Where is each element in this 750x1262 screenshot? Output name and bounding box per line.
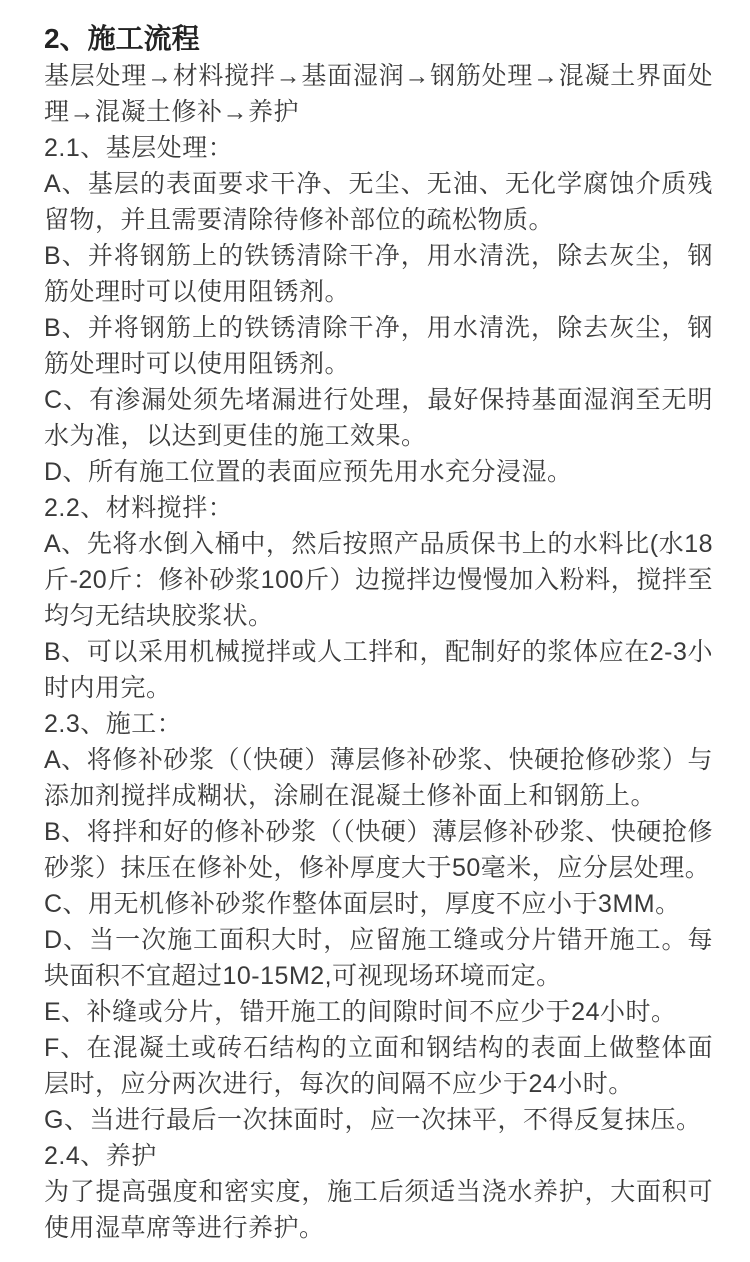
paragraph: 为了提高强度和密实度，施工后须适当浇水养护，大面积可使用湿草席等进行养护。 <box>44 1178 713 1242</box>
document-body <box>44 58 713 1246</box>
paragraph: C、有渗漏处须先堵漏进行处理，最好保持基面湿润至无明水为准，以达到更佳的施工效果。 <box>44 386 713 450</box>
paragraph: A、先将水倒入桶中，然后按照产品质保书上的水料比(水18斤-20斤：修补砂浆100斤）边搅拌边慢慢加入粉料，搅拌至均匀无结块胶浆状。 <box>44 530 713 630</box>
section-title: 2、施工流程 <box>44 23 200 54</box>
section-heading: 2.4、养护 <box>44 1142 157 1170</box>
paragraph: F、在混凝土或砖石结构的立面和钢结构的表面上做整体面层时，应分两次进行，每次的间隔不应少于24小时。 <box>44 1034 713 1098</box>
paragraph: G、当进行最后一次抹面时，应一次抹平，不得反复抹压。 <box>44 1106 702 1134</box>
paragraph: E、补缝或分片，错开施工的间隙时间不应少于24小时。 <box>44 998 677 1026</box>
section-heading: 2.2、材料搅拌： <box>44 494 234 522</box>
paragraph: B、可以采用机械搅拌或人工拌和，配制好的浆体应在2-3小时内用完。 <box>44 638 713 702</box>
paragraph: B、将拌和好的修补砂浆（（快硬）薄层修补砂浆、快硬抢修砂浆）抹压在修补处，修补厚度大于50毫米，应分层处理。 <box>44 818 713 882</box>
section-heading: 2.1、基层处理： <box>44 134 234 162</box>
paragraph: D、所有施工位置的表面应预先用水充分浸湿。 <box>44 458 573 486</box>
paragraph: A、将修补砂浆（（快硬）薄层修补砂浆、快硬抢修砂浆）与添加剂搅拌成糊状，涂刷在混凝土修补面上和钢筋上。 <box>44 746 713 810</box>
paragraph: C、用无机修补砂浆作整体面层时，厚度不应小于3MM。 <box>44 890 681 918</box>
section-heading: 2.3、施工： <box>44 710 183 738</box>
paragraph: B、并将钢筋上的铁锈清除干净，用水清洗，除去灰尘，钢筋处理时可以使用阻锈剂。 <box>44 242 713 306</box>
paragraph: 基层处理→材料搅拌→基面湿润→钢筋处理→混凝土界面处理→混凝土修补→养护 <box>44 62 713 126</box>
paragraph: D、当一次施工面积大时，应留施工缝或分片错开施工。每块面积不宜超过10-15M2,可视现场环境而定。 <box>44 926 713 990</box>
paragraph: A、基层的表面要求干净、无尘、无油、无化学腐蚀介质残留物，并且需要清除待修补部位的疏松物质。 <box>44 170 713 234</box>
paragraph: B、并将钢筋上的铁锈清除干净，用水清洗，除去灰尘，钢筋处理时可以使用阻锈剂。 <box>44 314 713 378</box>
